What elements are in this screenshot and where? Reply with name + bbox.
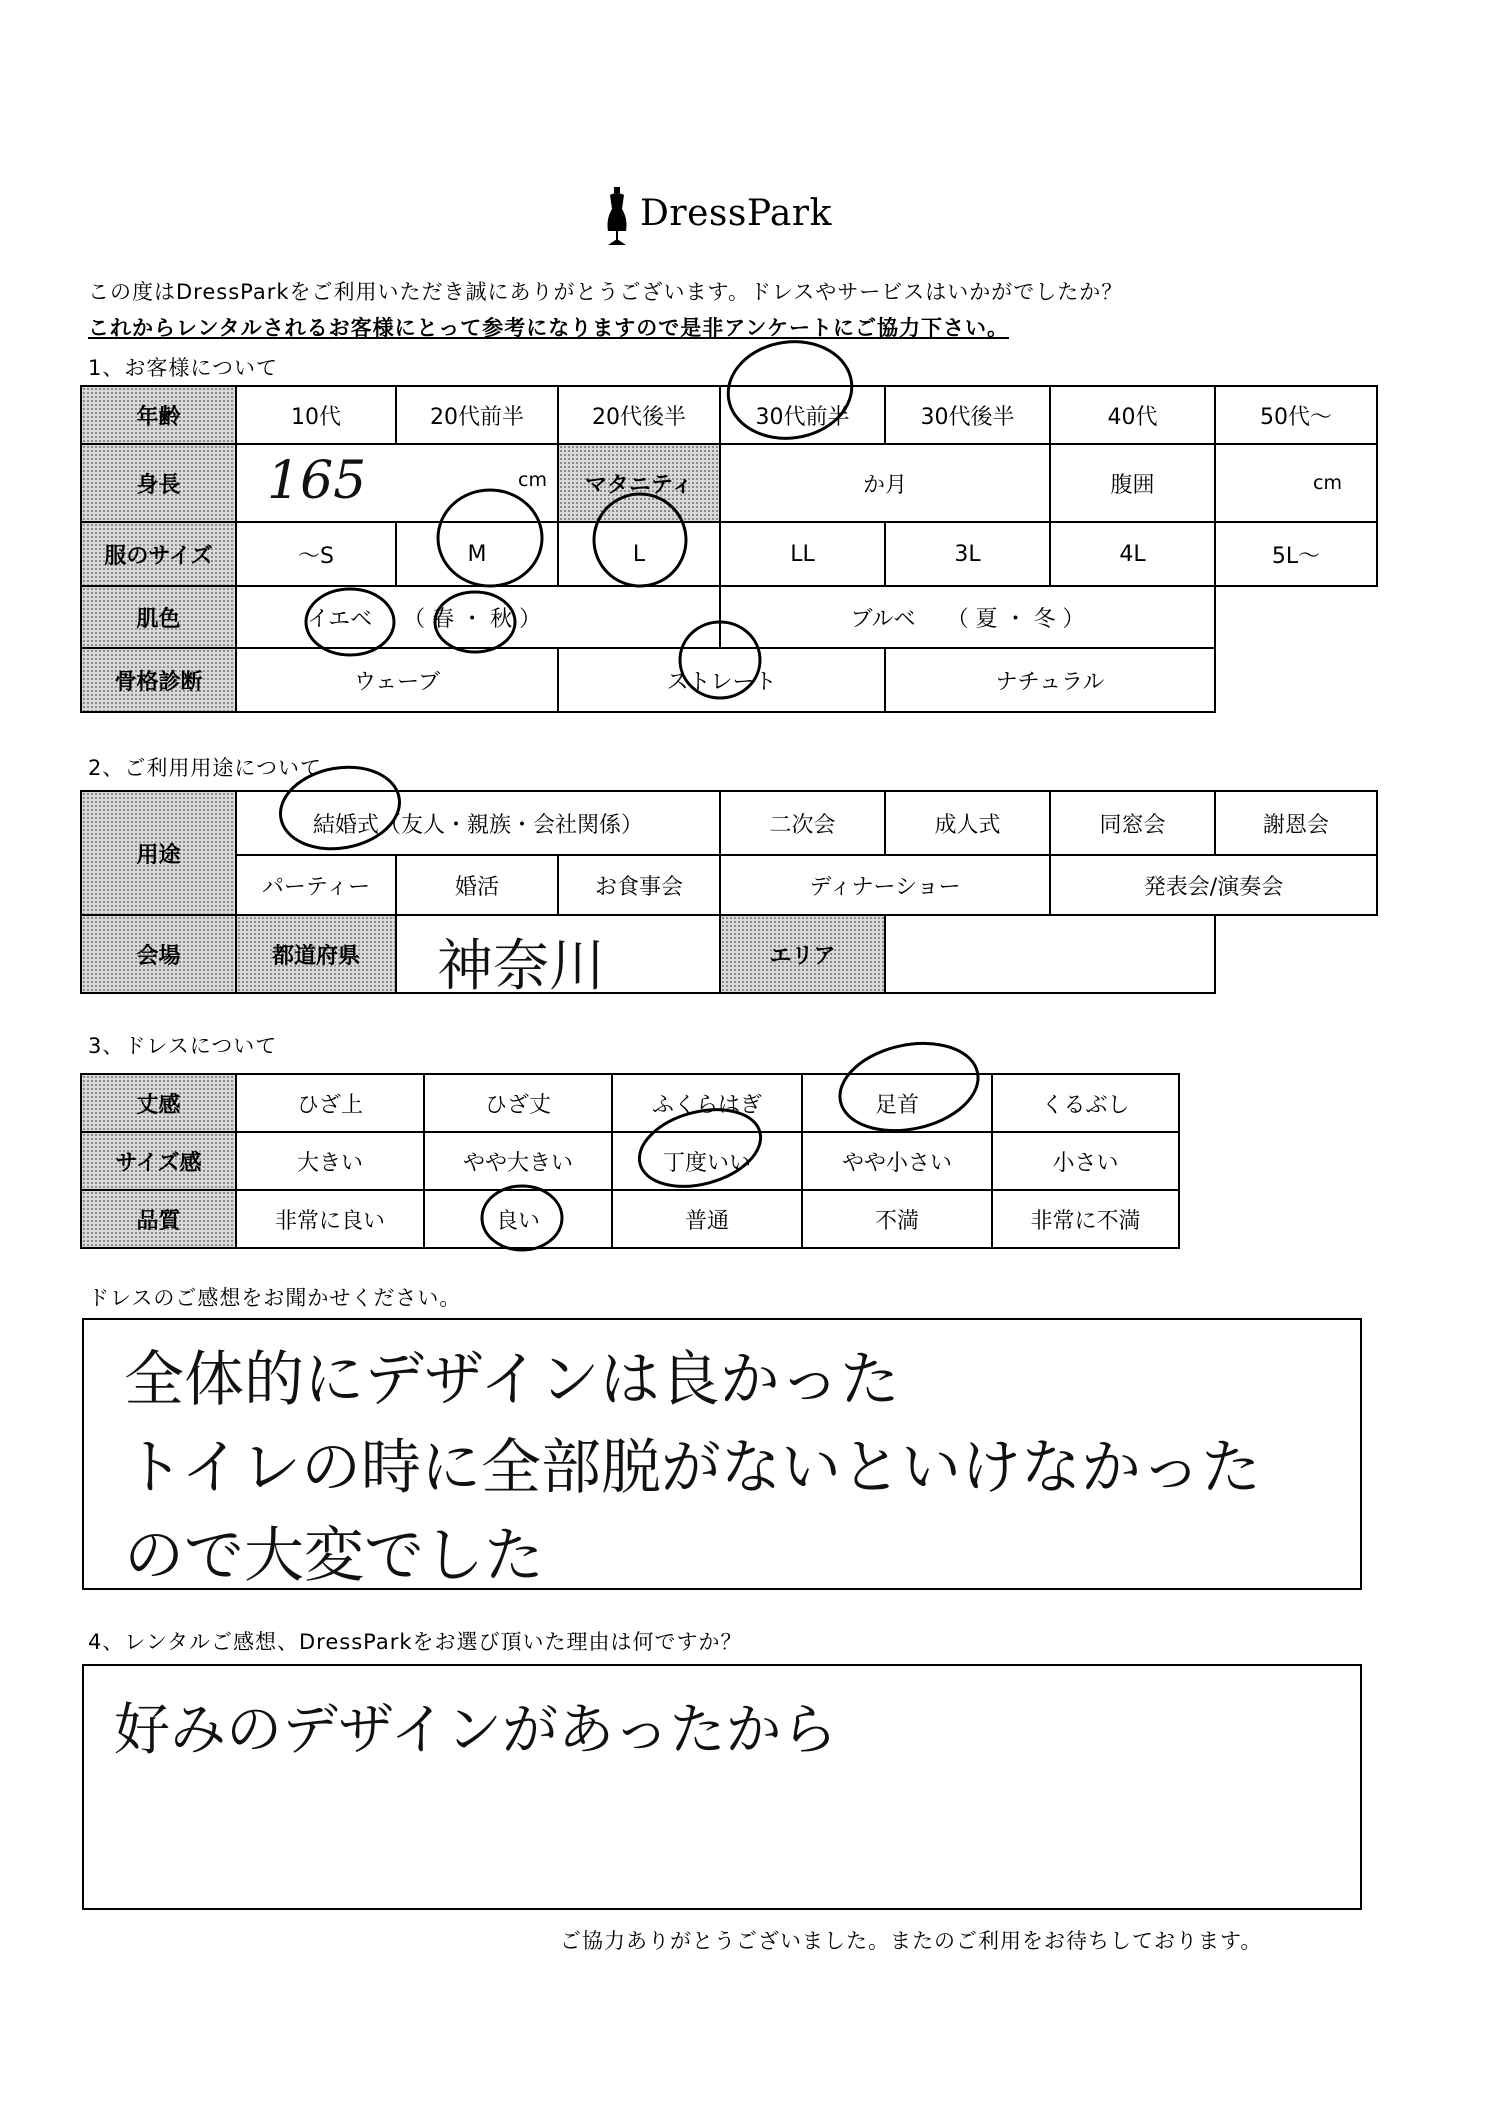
circle-mark xyxy=(438,490,542,586)
yellow-base-label: イエベ xyxy=(307,606,373,632)
usage-option[interactable]: お食事会 xyxy=(558,855,720,915)
fit-option[interactable]: 大きい xyxy=(236,1132,424,1190)
size-option[interactable]: ～S xyxy=(236,522,396,586)
frame-option[interactable]: ナチュラル xyxy=(885,648,1215,712)
usage-option[interactable]: 発表会/演奏会 xyxy=(1050,855,1377,915)
size-option[interactable]: LL xyxy=(720,522,885,586)
age-option[interactable]: 20代前半 xyxy=(396,386,558,444)
circle-mark xyxy=(631,1097,769,1199)
frame-option[interactable]: ウェーブ xyxy=(236,648,558,712)
circle-mark xyxy=(482,1186,562,1250)
section1-title: 1、お客様について xyxy=(88,356,278,380)
waist-label: 腹囲 xyxy=(1050,444,1215,522)
maternity-months[interactable]: か月 xyxy=(720,444,1050,522)
fit-option[interactable]: やや小さい xyxy=(802,1132,992,1190)
impression-line: トイレの時に全部脱がないといけなかった xyxy=(124,1433,1261,1503)
brand-name: DressPark xyxy=(640,193,832,234)
prefecture-label: 都道府県 xyxy=(236,915,396,993)
impression-line: 全体的にデザインは良かった xyxy=(124,1345,900,1415)
fit-option[interactable]: 小さい xyxy=(992,1132,1179,1190)
quality-option[interactable]: 非常に不満 xyxy=(992,1190,1179,1248)
intro-request: これからレンタルされるお客様にとって参考になりますので是非アンケートにご協力下さい。 xyxy=(88,316,1009,340)
usage-option[interactable]: 成人式 xyxy=(885,791,1050,855)
frame-option-selected[interactable]: ストレート xyxy=(558,648,885,712)
circle-mark xyxy=(680,622,760,698)
circle-mark xyxy=(594,494,686,586)
usage-option[interactable]: 謝恩会 xyxy=(1215,791,1377,855)
age-option[interactable]: 10代 xyxy=(236,386,396,444)
circle-mark xyxy=(274,758,406,858)
usage-option[interactable]: 同窓会 xyxy=(1050,791,1215,855)
quality-option[interactable]: 非常に良い xyxy=(236,1190,424,1248)
size-option-selected[interactable]: M xyxy=(396,522,558,586)
prefecture-value: 神奈川 xyxy=(437,934,605,993)
length-option[interactable]: ふくらはぎ xyxy=(612,1074,802,1132)
intro-thanks: この度はDressParkをご利用いただき誠にありがとうございます。ドレスやサービスはいかがでしたか？ xyxy=(88,280,1124,304)
blue-seasons: （ 夏 ・ 冬 ） xyxy=(946,606,1085,632)
length-option[interactable]: ひざ丈 xyxy=(424,1074,612,1132)
reason-answer: 好みのデザインがあったから xyxy=(114,1698,838,1763)
quality-option-selected[interactable]: 良い xyxy=(424,1190,612,1248)
length-option[interactable]: くるぶし xyxy=(992,1074,1179,1132)
height-unit: cm xyxy=(518,469,547,491)
section4-title: 4、レンタルご感想、DressParkをお選び頂いた理由は何ですか？ xyxy=(88,1630,743,1654)
age-option[interactable]: 50代～ xyxy=(1215,386,1377,444)
size-option-selected[interactable]: L xyxy=(558,522,720,586)
venue-label: 会場 xyxy=(81,915,236,993)
section3-title: 3、ドレスについて xyxy=(88,1034,278,1058)
frame-label: 骨格診断 xyxy=(81,648,236,712)
skin-label: 肌色 xyxy=(81,586,236,648)
length-option-selected[interactable]: 足首 xyxy=(802,1074,992,1132)
impression-line: ので大変でした xyxy=(124,1521,544,1591)
age-option[interactable]: 40代 xyxy=(1050,386,1215,444)
fit-option-selected[interactable]: 丁度いい xyxy=(612,1132,802,1190)
maternity-label: マタニティ xyxy=(558,444,720,522)
quality-option[interactable]: 不満 xyxy=(802,1190,992,1248)
usage-label: 用途 xyxy=(81,791,236,915)
circle-mark xyxy=(832,1031,986,1142)
fit-option[interactable]: やや大きい xyxy=(424,1132,612,1190)
usage-option[interactable]: パーティー xyxy=(236,855,396,915)
circle-mark xyxy=(722,334,858,446)
circle-mark xyxy=(306,589,394,655)
quality-label: 品質 xyxy=(81,1190,236,1248)
usage-option[interactable]: 二次会 xyxy=(720,791,885,855)
size-option[interactable]: 3L xyxy=(885,522,1050,586)
height-value: 165 xyxy=(267,451,367,511)
section2-title: 2、ご利用用途について xyxy=(88,756,322,780)
usage-option-selected[interactable]: 結婚式（友人・親族・会社関係） xyxy=(236,791,720,855)
size-option[interactable]: 5L～ xyxy=(1215,522,1377,586)
age-label: 年齢 xyxy=(81,386,236,444)
fit-label: サイズ感 xyxy=(81,1132,236,1190)
size-label: 服のサイズ xyxy=(81,522,236,586)
size-option[interactable]: 4L xyxy=(1050,522,1215,586)
impression-prompt: ドレスのご感想をお聞かせください。 xyxy=(88,1286,462,1310)
age-option[interactable]: 30代後半 xyxy=(885,386,1050,444)
circle-mark xyxy=(435,592,515,652)
waist-unit[interactable]: cm xyxy=(1215,444,1377,522)
age-option-selected[interactable]: 30代前半 xyxy=(720,386,885,444)
usage-option[interactable]: ディナーショー xyxy=(720,855,1050,915)
usage-option[interactable]: 婚活 xyxy=(396,855,558,915)
length-label: 丈感 xyxy=(81,1074,236,1132)
area-label: エリア xyxy=(720,915,885,993)
height-label: 身長 xyxy=(81,444,236,522)
closing-message: ご協力ありがとうございました。またのご利用をお待ちしております。 xyxy=(560,1929,1263,1953)
age-option[interactable]: 20代後半 xyxy=(558,386,720,444)
blue-base-label: ブルベ xyxy=(850,606,916,632)
length-option[interactable]: ひざ上 xyxy=(236,1074,424,1132)
yellow-seasons: （ 春 ・ 秋 ） xyxy=(403,606,542,632)
quality-option[interactable]: 普通 xyxy=(612,1190,802,1248)
